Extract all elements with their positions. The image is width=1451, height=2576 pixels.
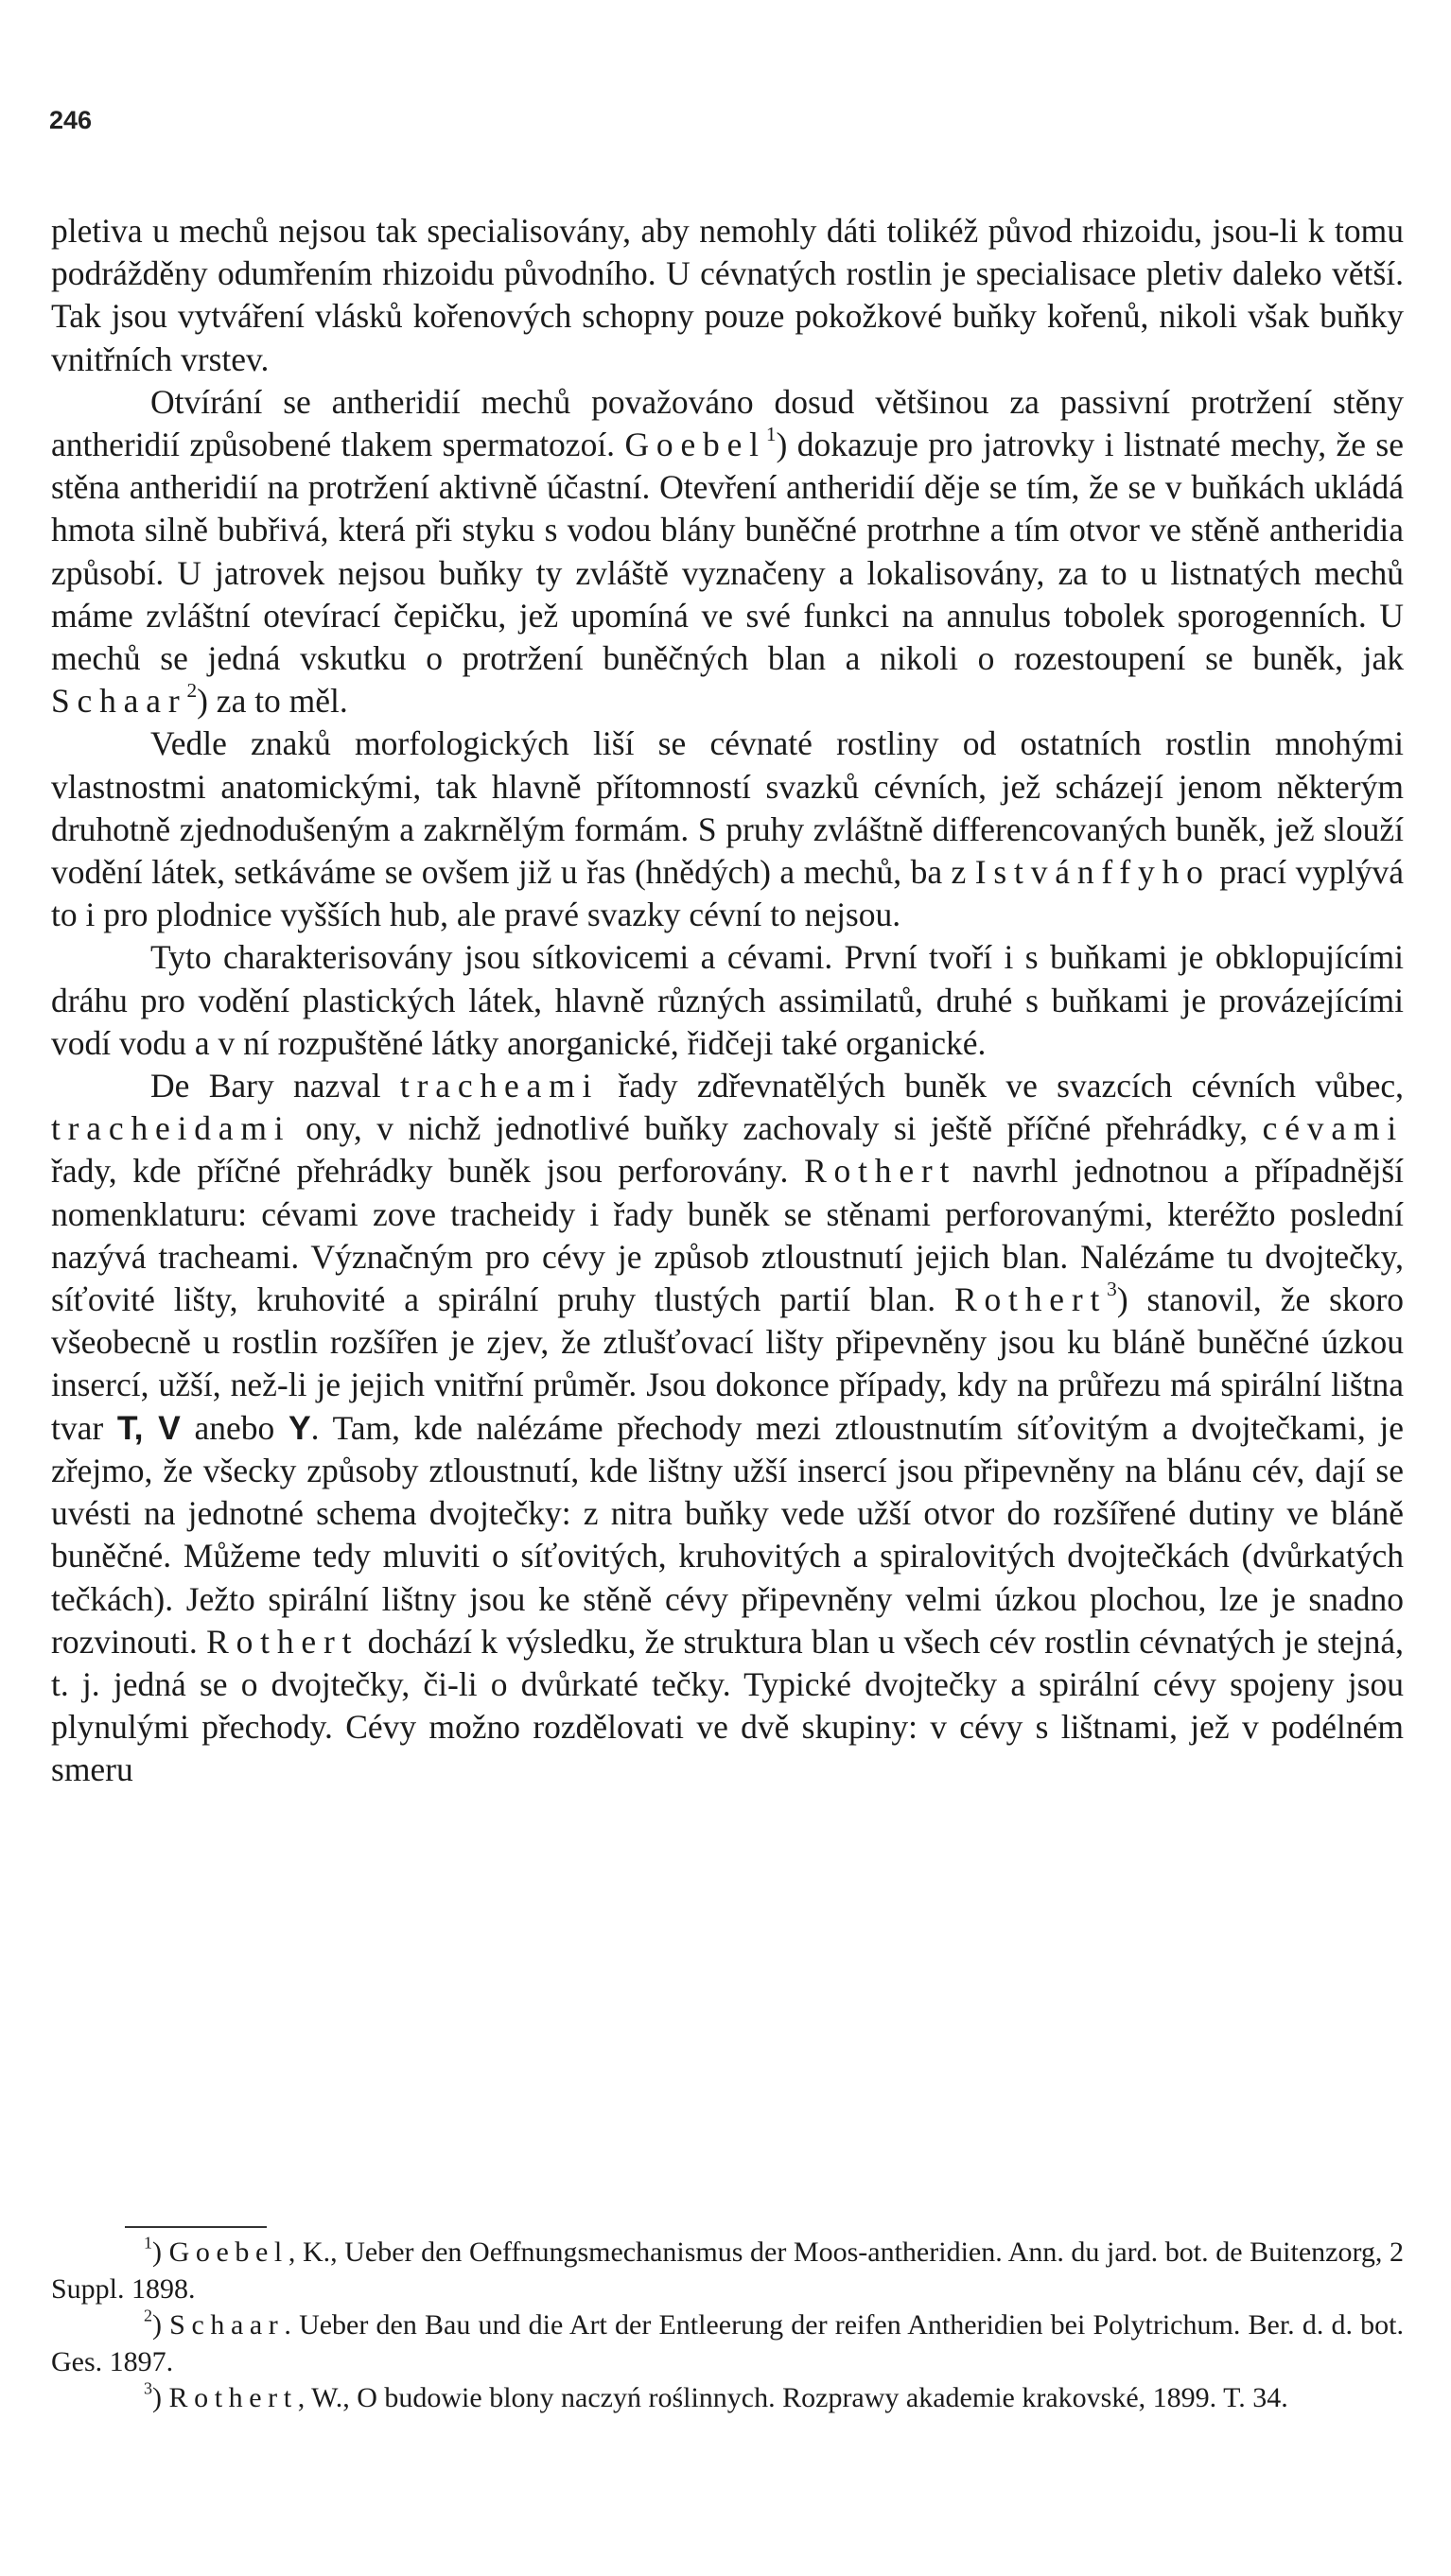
footnote-marker: 1 xyxy=(144,2233,152,2253)
paragraph-3 xyxy=(51,722,1404,936)
text-run: De Bary nazval xyxy=(150,1067,400,1105)
text-run: řady, kde příčné přehrádky buněk jsou perforovány. xyxy=(51,1152,805,1191)
text-run: , W., O budowie blony naczyń roślinnych. Rozprawy akademie krakovské, 1899. T. 34. xyxy=(297,2382,1288,2413)
paragraph-5 xyxy=(51,1065,1404,1791)
text-run: ) stanovil, že skoro všeobecně u rostlin rozšířen je zjev, že ztlušťovací lišty připevněny jsou ku bláně buněčné úzkou insercí, užší, než-li je jejich vnitřní průměr. Jsou dokonce případy, kdy na průřezu má spirální lištna tvar xyxy=(51,1280,1404,1447)
text-run: ) dokazuje pro jatrovky i listnaté mechy, že se stěna antheridií na protržení aktivně účastní. Otevření antheridií děje se tím, že se v buňkách ukládá hmota silně bubřivá, která při styku s vodou blány buněčné protrhne a tím otvor ve stěně antheridia způsobí. U jatrovek nejsou buňky ty zvláště vyznačeny a lokalisovány, za to u listnatých mechů máme zvláštní otevírací čepičku, jež upomíná ve své funkci na annulus tobolek sporogenních. U mechů se jedná vskutku o protržení buněčných blan a nikoli o rozestoupení se buněk, jak xyxy=(51,426,1404,678)
text-run: řady zdřevnatělých buněk ve svazcích cévních vůbec, xyxy=(599,1067,1404,1105)
spaced-name: Goebel xyxy=(168,2237,288,2268)
footnotes xyxy=(51,2235,1404,2417)
spaced-name: Rothert xyxy=(206,1622,359,1661)
body-text xyxy=(51,210,1404,1792)
bold-symbol: Y xyxy=(288,1408,311,1447)
text-run: . Ueber den Bau und die Art der Entleerung der reifen Antheridien bei Polytrichum. Ber. d. d. bot. Ges. 1897. xyxy=(51,2309,1404,2377)
spaced-name: Istvánffyho xyxy=(974,853,1211,892)
text-run: dochází k výsledku, že struktura blan u všech cév rostlin cévnatých je stejná, t. j. jedná se o dvojtečky, či-li o dvůrkaté tečky. Typické dvojtečky a spirální cévy spojeny jsou plynulými přechody. Cévy možno rozdělovati ve dvě skupiny: v cévy s lištnami, jež v podélném smeru xyxy=(51,1622,1404,1789)
spaced-name: cévami xyxy=(1262,1109,1404,1148)
spaced-name: Schaar xyxy=(169,2309,285,2341)
text-run: , K., Ueber den Oeffnungsmechanismus der Moos-antheridien. Ann. du jard. bot. de Buitenzorg, 2 Suppl. 1898. xyxy=(51,2237,1405,2305)
footnote-divider xyxy=(125,2226,267,2228)
footnote-marker: 2 xyxy=(144,2306,152,2325)
paragraph-2 xyxy=(51,381,1404,723)
spaced-name: Goebel xyxy=(624,426,766,464)
text-run: ) za to měl. xyxy=(197,682,348,721)
footnote-1 xyxy=(51,2235,1404,2307)
footnote-marker: 3 xyxy=(144,2378,152,2398)
footnote-marker: 1 xyxy=(765,423,777,446)
text-run: ) xyxy=(152,2382,169,2413)
text-run: pletiva u mechů nejsou tak specialisovány, aby nemohly dáti tolikéž původ rhizoidu, jsou-li k tomu podrážděny odumřením rhizoidu původního. U cévnatých rostlin je specialisace pletiv daleko větší. Tak jsou vytváření vlásků kořenových schopny pouze pokožkové buňky kořenů, nikoli však buňky vnitřních vrstev. xyxy=(51,212,1404,378)
text-run: anebo xyxy=(180,1408,288,1447)
page-number: 246 xyxy=(49,106,93,134)
paragraph-1 xyxy=(51,210,1404,381)
text-run: prací vyplývá to i pro plodnice vyšších hub, ale pravé svazky cévní to nejsou. xyxy=(51,853,1404,934)
text-run: ) xyxy=(152,2237,169,2268)
text-run: ) xyxy=(152,2309,170,2341)
spaced-name: Rothert xyxy=(804,1152,957,1191)
spaced-name: Schaar xyxy=(51,682,187,721)
text-run: ony, v nichž jednotlivé buňky zachovaly si ještě příčné přehrádky, xyxy=(290,1109,1263,1148)
footnote-marker: 2 xyxy=(186,679,198,703)
spaced-name: tracheidami xyxy=(51,1109,291,1148)
text-run: Vedle znaků morfologických liší se cévnaté rostliny od ostatních rostlin mnohými vlastnostmi anatomickými, tak hlavně přítomností svazků cévních, jež scházejí jenom některým druhotně zjednodušeným a zakrnělým formám. S pruhy zvláštně differencovaných buněk, jež slouží vodění látek, setkáváme se ovšem již u řas (hnědých) a mechů, ba z xyxy=(51,724,1404,892)
footnote-marker: 3 xyxy=(1107,1278,1117,1301)
text-run: Otvírání se antheridií mechů považováno dosud většinou za passivní protržení stěny antheridií způsobené tlakem spermatozoí. xyxy=(51,382,1404,464)
spaced-name: Rothert xyxy=(954,1280,1108,1319)
text-run: navrhl jednotnou a případnější nomenklaturu: cévami zove tracheidy i řady buněk se stěnami perforovanými, kteréžto poslední nazývá tracheami. Význačným pro cévy je způsob ztloustnutí jejich blan. Nalézáme tu dvojtečky, síťovité lišty, kruhovité a spirální pruhy tlustých partií blan. xyxy=(51,1152,1404,1319)
footnote-3 xyxy=(51,2380,1404,2417)
spaced-name: Rothert xyxy=(168,2382,298,2413)
footnote-2 xyxy=(51,2307,1404,2380)
text-run: Tyto charakterisovány jsou sítkovicemi a cévami. První tvoří i s buňkami je obklopujícími dráhu pro vodění plastických látek, hlavně různých assimilatů, druhé s buňkami je provázejícími vodí vodu a v ní rozpuštěné látky anorganické, řidčeji také organické. xyxy=(51,938,1404,1062)
bold-symbol: T, V xyxy=(116,1408,181,1447)
paragraph-4 xyxy=(51,936,1404,1065)
text-run: . Tam, kde nalézáme přechody mezi ztloustnutím síťovitým a dvojtečkami, je zřejmo, že všecky způsoby ztloustnutí, kde lištny užší insercí jsou připevněny na blánu cév, dají se uvésti na jednotné schema dvojtečky: z nitra buňky vede užší otvor do rozšířené dutiny ve bláně buněčné. Můžeme tedy mluviti o síťovitých, kruhovitých a spiralovitých dvojtečkách (dvůrkatých tečkách). Ježto spirální lištny jsou ke stěně cévy připevněny velmi úzkou plochou, lze je snadno rozvinouti. xyxy=(51,1408,1405,1661)
spaced-name: tracheami xyxy=(399,1067,600,1105)
